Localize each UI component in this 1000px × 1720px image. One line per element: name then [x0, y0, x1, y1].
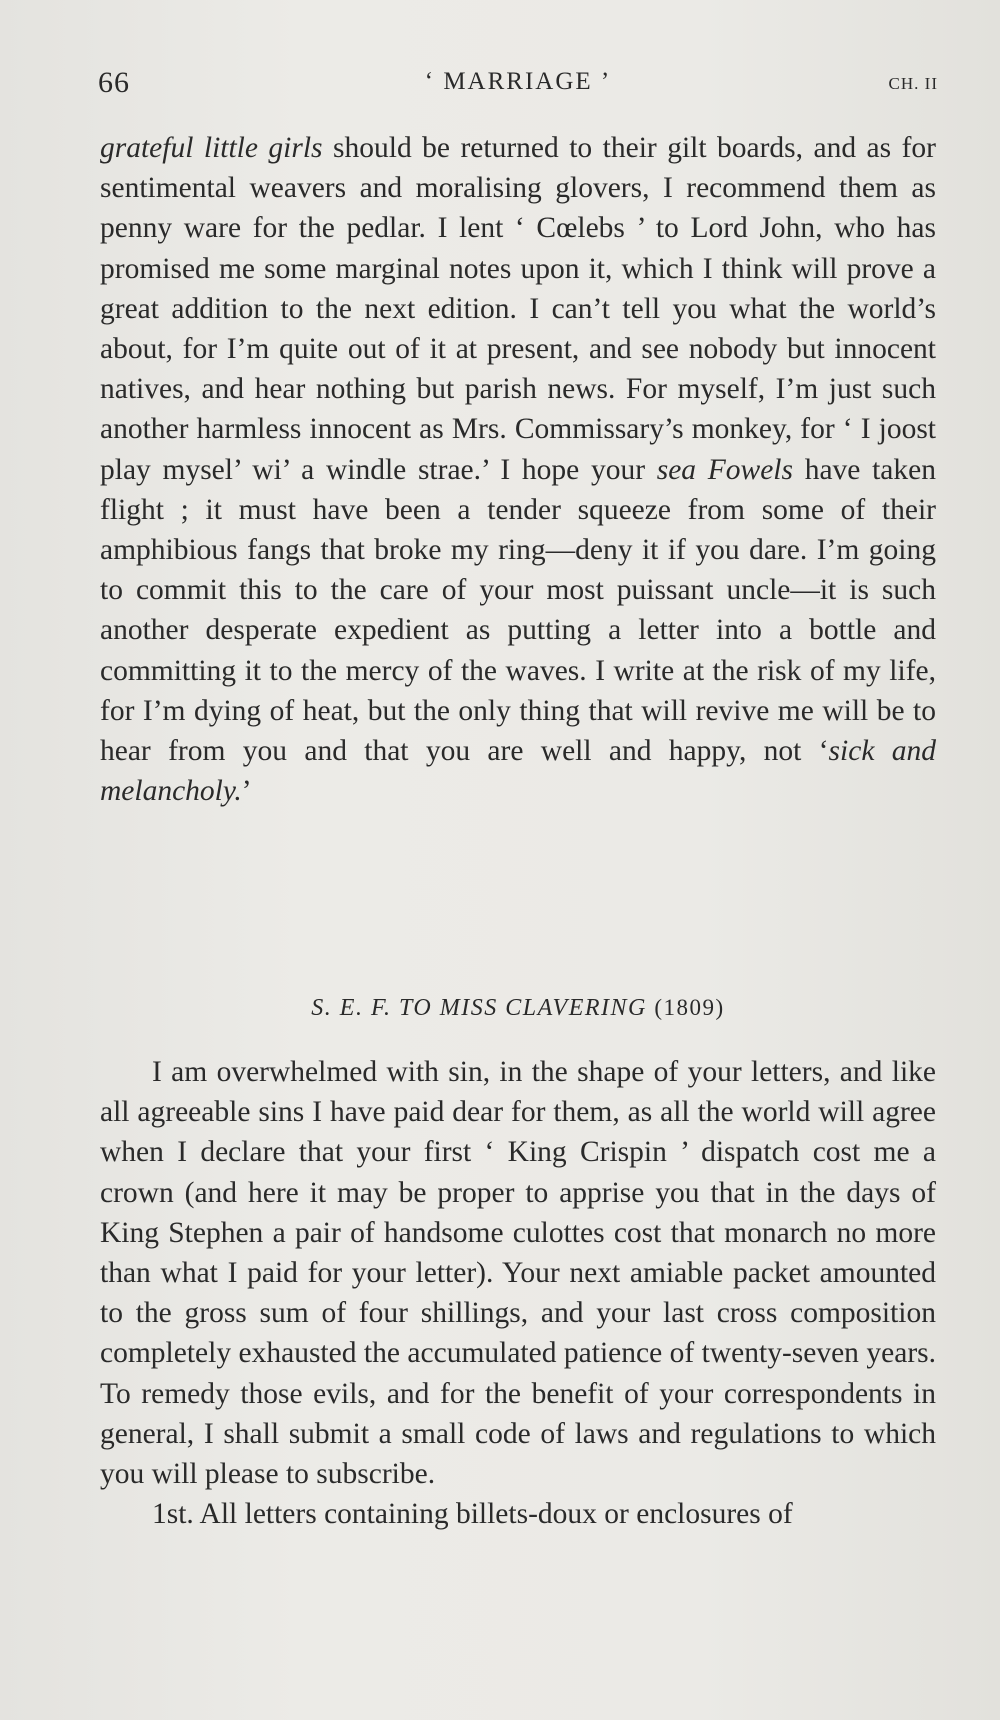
running-header	[98, 66, 938, 106]
letter-heading-title: S. E. F. TO MISS CLAVERING	[311, 995, 647, 1021]
closing-quote-mark: ’	[241, 775, 252, 808]
second-letter-paragraph-2: 1st. All letters containing billets-doux or enclosures of	[152, 1498, 793, 1531]
closing-italic-phrase: sick and melancholy.	[100, 735, 936, 808]
page-number: 66	[98, 66, 130, 99]
letter-heading	[100, 995, 936, 1022]
opening-italic-phrase: grateful little girls	[100, 132, 323, 164]
second-letter-text	[100, 1052, 936, 1534]
italic-sea-fowels: sea Fowels	[656, 453, 793, 486]
letter-heading-year: (1809)	[654, 995, 725, 1020]
chapter-reference: CH. II	[888, 74, 938, 93]
running-title: ‘ MARRIAGE ’	[424, 68, 612, 95]
second-letter-paragraph-1: I am overwhelmed with sin, in the shape of your letters, and like all agreeable sins I have paid dear for them, as all the world will agree when I declare that your first ‘ King Crispin ’ dispatch cost me a crown (and here it may be proper to apprise you that in the days of King Stephen a pair of handsome culottes cost that monarch no more than what I paid for your letter). Your next amiable packet amounted to the gross sum of four shillings, and your last cross composition completely exhausted the accumulated patience of twenty-seven years. To remedy those evils, and for the benefit of your correspondents in general, I shall submit a small code of laws and regulations to which you will please to subscribe.	[100, 1056, 936, 1491]
first-letter-body-part-2: have taken flight ; it must have been a tender squeeze from some of their amphibious fangs that broke my ring—deny it if you dare. I’m going to commit this to the care of your most puissant uncle—it is such another desperate expedient as putting a letter into a bottle and committing it to the mercy of the waves. I write at the risk of my life, for I’m dying of heat, but the only thing that will revive me will be to hear from you and that you are well and happy, not ‘	[100, 453, 936, 768]
first-letter-paragraph	[100, 128, 936, 811]
first-letter-text	[100, 128, 936, 811]
first-letter-body-part-1: should be returned to their gilt boards, and as for sentimental weavers and moralising glovers, I recommend them as penny ware for the pedlar. I lent ‘ Cœlebs ’ to Lord John, who has promised me some marginal notes upon it, which I think will prove a great addition to the next edition. I can’t tell you what the world’s about, for I’m quite out of it at present, and see nobody but innocent natives, and hear nothing but parish news. For myself, I’m just such another harmless innocent as Mrs. Commissary’s monkey, for ‘ I joost play mysel’ wi’ a windle strae.’ I hope your	[100, 132, 937, 486]
